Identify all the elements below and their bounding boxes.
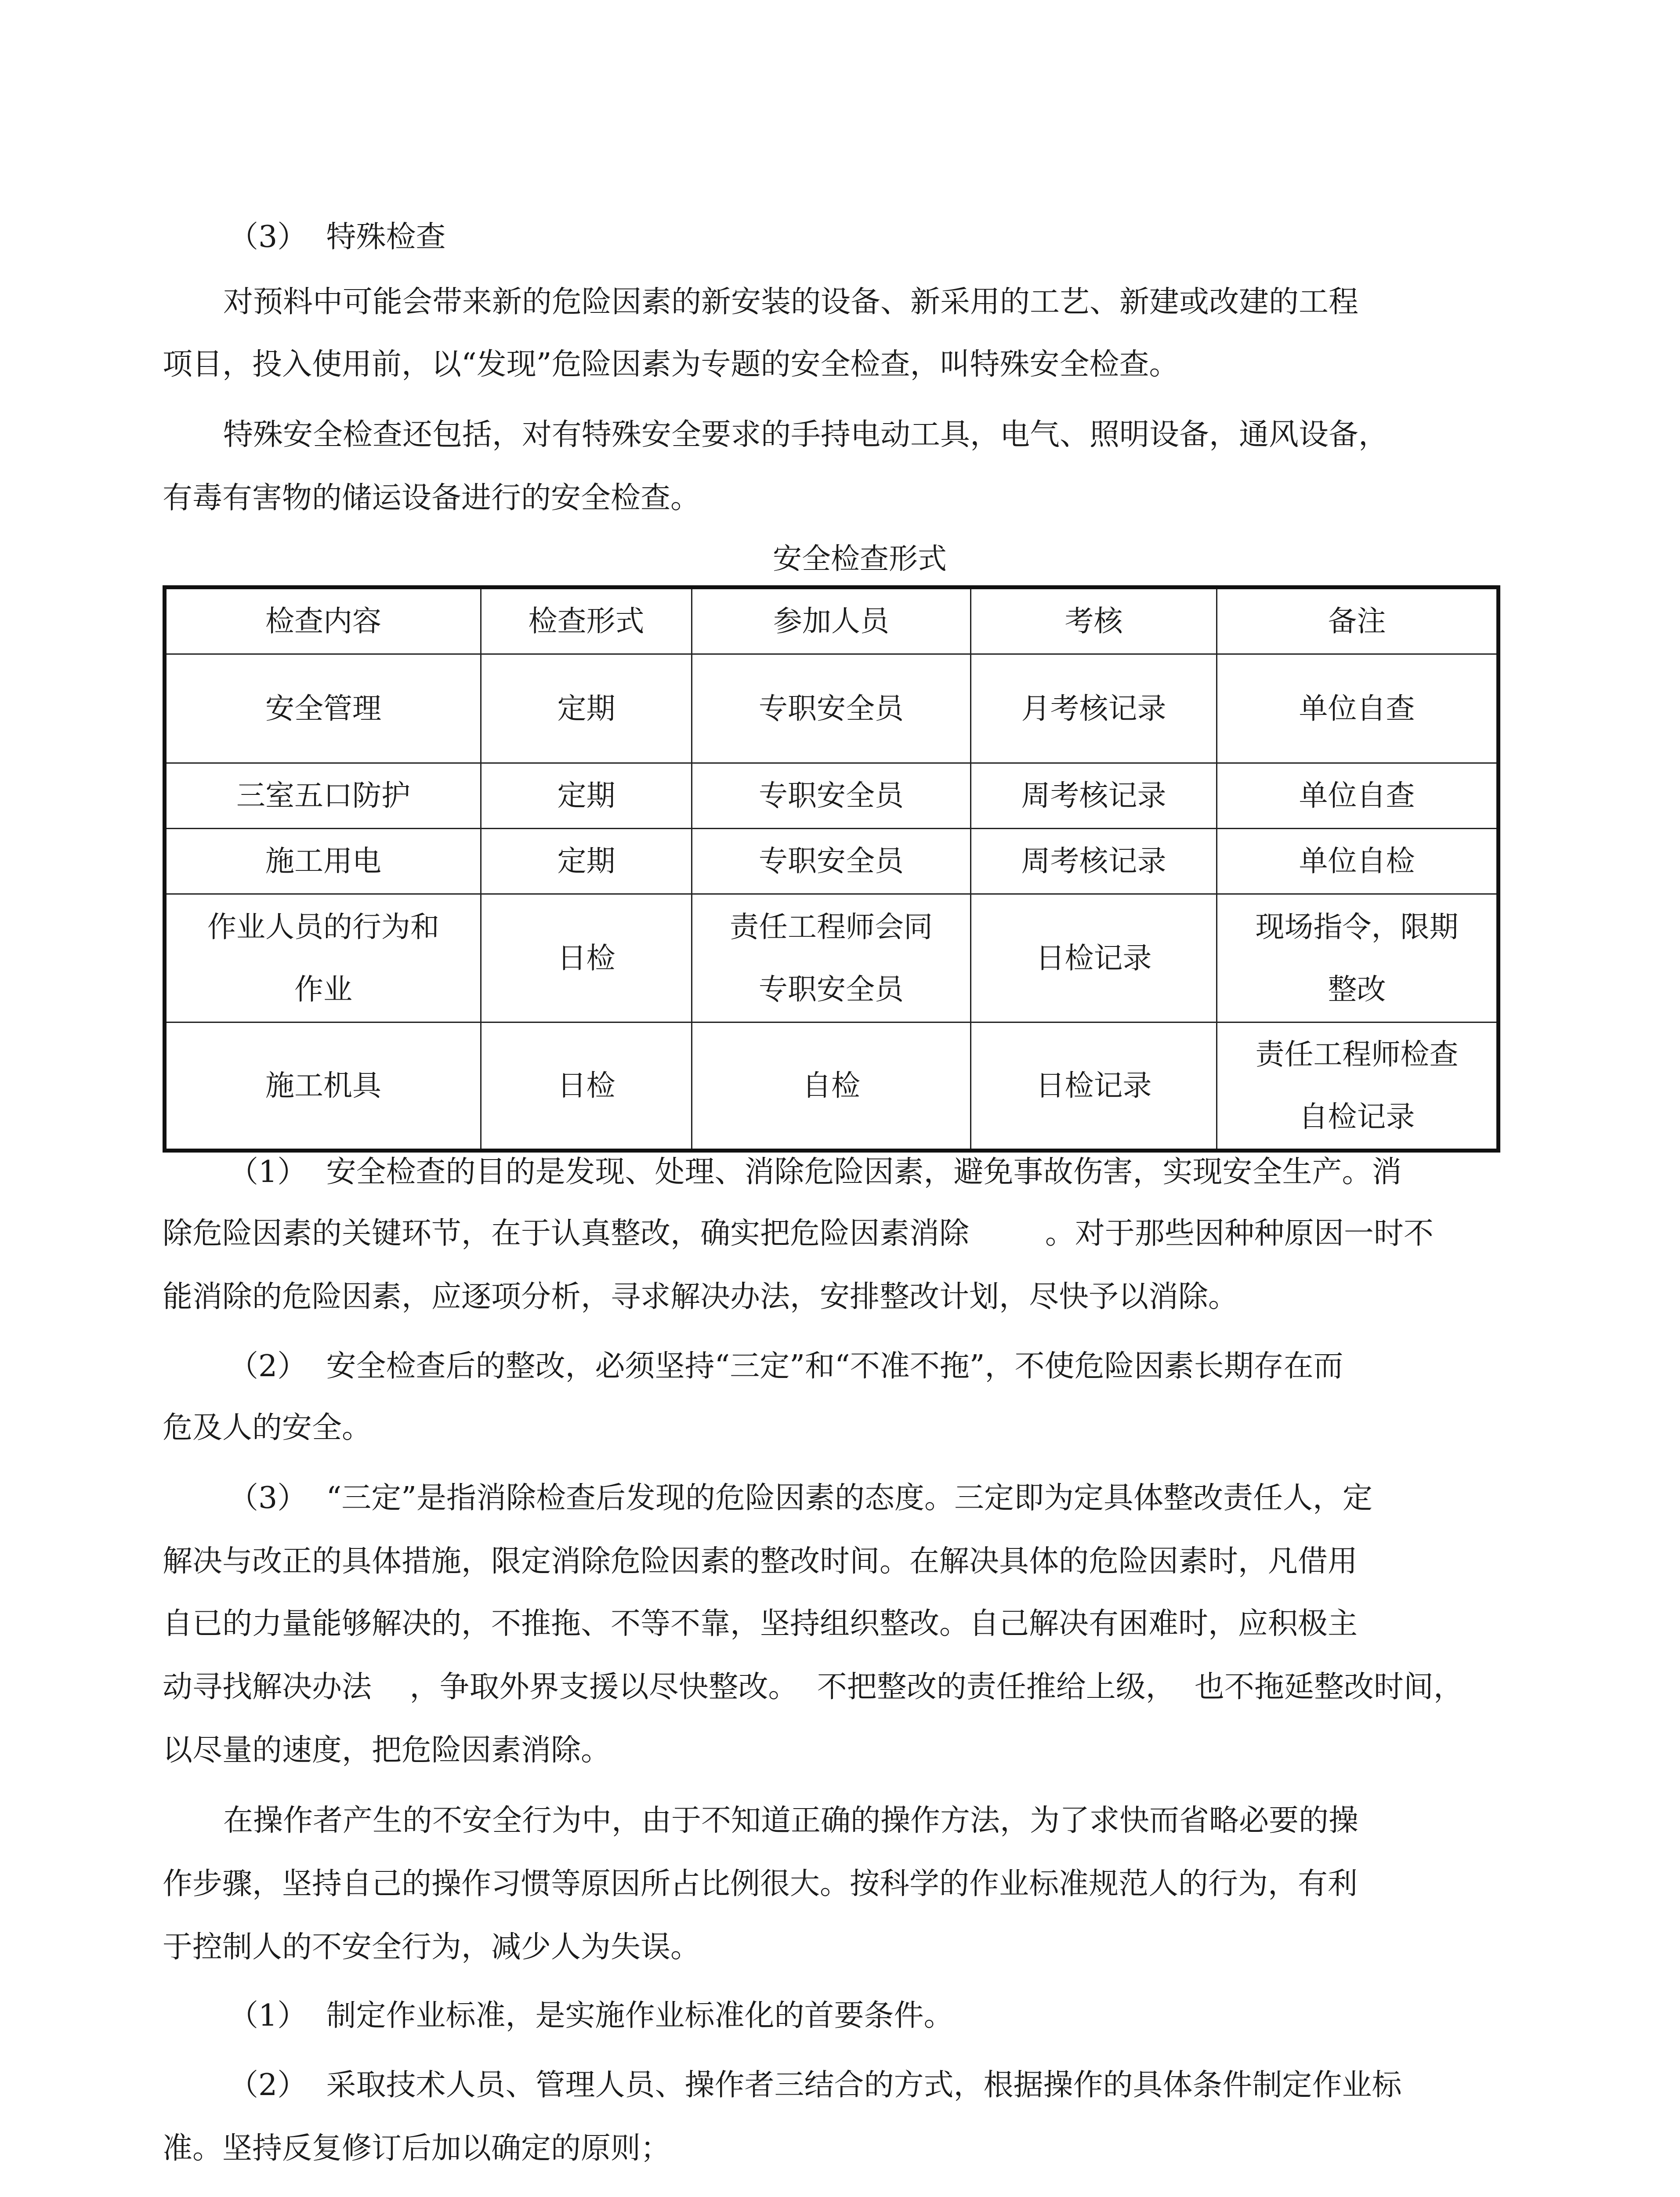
- header-cell: 参加人员: [692, 587, 971, 654]
- table-cell: 单位自查: [1217, 654, 1499, 763]
- table-cell: 责任工程师会同 专职安全员: [692, 894, 971, 1022]
- paragraph-line: （2） 采取技术人员、管理人员、操作者三结合的方式，根据操作的具体条件制定作业标: [228, 2068, 1402, 2103]
- paragraph-line: 动寻找解决办法 ，争取外界支援以尽快整改。 不把整改的责任推给上级， 也不拖延整改时间，: [163, 1670, 1463, 1704]
- table-cell: 单位自查: [1217, 763, 1499, 829]
- paragraph-line: 危及人的安全。: [163, 1410, 372, 1445]
- paragraph-line: 在操作者产生的不安全行为中，由于不知道正确的操作方法，为了求快而省略必要的操: [223, 1803, 1359, 1838]
- paragraph-line: 项目，投入使用前，以“发现”危险因素为专题的安全检查，叫特殊安全检查。: [163, 347, 1179, 382]
- table-cell: 自检: [692, 1022, 971, 1151]
- table-cell: 日检: [481, 1022, 692, 1151]
- table-header-row: [165, 587, 1499, 654]
- table-row: [165, 894, 1499, 1022]
- header-cell: 备注: [1217, 587, 1499, 654]
- table-cell: 施工用电: [165, 829, 481, 894]
- header-cell: 检查形式: [481, 587, 692, 654]
- table-caption: 安全检查形式: [773, 542, 947, 576]
- paragraph-line: 能消除的危险因素，应逐项分析，寻求解决办法，安排整改计划，尽快予以消除。: [163, 1280, 1238, 1314]
- table-cell: 定期: [481, 654, 692, 763]
- paragraph-line: 除危险因素的关键环节，在于认真整改，确实把危险因素消除 。对于那些因种种原因一时不: [163, 1216, 1434, 1251]
- table-row: [165, 763, 1499, 829]
- paragraph-line: 有毒有害物的储运设备进行的安全检查。: [163, 481, 701, 515]
- paragraph-line: 准。坚持反复修订后加以确定的原则；: [163, 2131, 671, 2166]
- paragraph-line: 自已的力量能够解决的，不推拖、不等不靠，坚持组织整改。自己解决有困难时，应积极主: [163, 1606, 1358, 1641]
- table-cell: 专职安全员: [692, 763, 971, 829]
- table-cell: 作业人员的行为和 作业: [165, 894, 481, 1022]
- paragraph-line: 特殊安全检查还包括，对有特殊安全要求的手持电动工具，电气、照明设备，通风设备，: [223, 417, 1389, 452]
- paragraph-line: 对预料中可能会带来新的危险因素的新安装的设备、新采用的工艺、新建或改建的工程: [223, 285, 1359, 319]
- paragraph-line: 解决与改正的具体措施，限定消除危险因素的整改时间。在解决具体的危险因素时，凡借用: [163, 1544, 1358, 1579]
- table-cell: 周考核记录: [971, 829, 1217, 894]
- table-cell: 现场指令，限期 整改: [1217, 894, 1499, 1022]
- table-row: [165, 829, 1499, 894]
- table-cell: 月考核记录: [971, 654, 1217, 763]
- paragraph-line: （1） 制定作业标准，是实施作业标准化的首要条件。: [228, 1998, 954, 2033]
- paragraph-line: 作步骤，坚持自己的操作习惯等原因所占比例很大。按科学的作业标准规范人的行为，有利: [163, 1867, 1358, 1901]
- table-cell: 日检记录: [971, 1022, 1217, 1151]
- inspection-table: [163, 585, 1500, 1153]
- paragraph-line: （3） “三定”是指消除检查后发现的危险因素的态度。三定即为定具体整改责任人，定: [228, 1481, 1373, 1515]
- table-cell: 定期: [481, 763, 692, 829]
- paragraph-line: 于控制人的不安全行为，减少人为失误。: [163, 1930, 701, 1965]
- table-cell: 施工机具: [165, 1022, 481, 1151]
- table-cell: 三室五口防护: [165, 763, 481, 829]
- table-row: [165, 1022, 1499, 1151]
- paragraph-line: （1） 安全检查的目的是发现、处理、消除危险因素，避免事故伤害，实现安全生产。消: [228, 1155, 1402, 1189]
- header-cell: 检查内容: [165, 587, 481, 654]
- table-cell: 定期: [481, 829, 692, 894]
- paragraph-line: （2） 安全检查后的整改，必须坚持“三定”和“不准不拖”，不使危险因素长期存在而: [228, 1349, 1343, 1384]
- table-cell: 专职安全员: [692, 829, 971, 894]
- header-cell: 考核: [971, 587, 1217, 654]
- table-cell: 日检记录: [971, 894, 1217, 1022]
- section-heading: （3） 特殊检查: [228, 220, 446, 254]
- table-cell: 单位自检: [1217, 829, 1499, 894]
- table-cell: 安全管理: [165, 654, 481, 763]
- table-cell: 专职安全员: [692, 654, 971, 763]
- table-cell: 日检: [481, 894, 692, 1022]
- paragraph-line: 以尽量的速度，把危险因素消除。: [163, 1733, 611, 1768]
- table-cell: 责任工程师检查 自检记录: [1217, 1022, 1499, 1151]
- table-row: [165, 654, 1499, 763]
- table-cell: 周考核记录: [971, 763, 1217, 829]
